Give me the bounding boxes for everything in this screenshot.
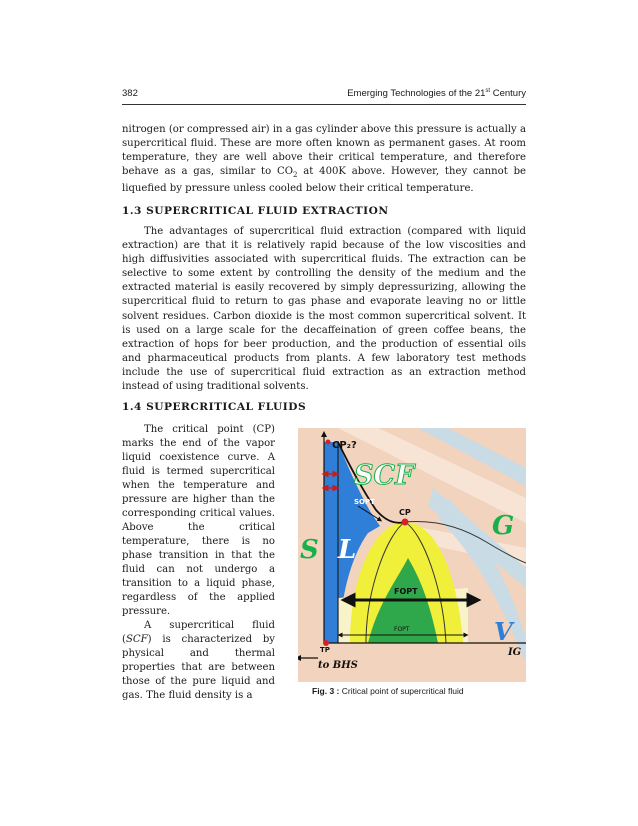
section-heading-1-3: 1.3 SUPERCRITICAL FLUID EXTRACTION [122, 205, 389, 217]
solid-label: S [300, 535, 319, 565]
gas-label: G [492, 511, 515, 541]
running-title: Emerging Technologies of the 21st Century [347, 88, 526, 100]
header-rule [122, 104, 526, 105]
fopt-low-label: FOPT [394, 626, 410, 633]
section-heading-1-4: 1.4 SUPERCRITICAL FLUIDS [122, 401, 307, 413]
fopt-label: FOPT [394, 587, 418, 596]
page-number: 382 [122, 88, 138, 99]
cp-label: CP [399, 508, 411, 517]
cp2-label: CP₂? [332, 440, 357, 451]
figure-caption: Fig. 3 : Critical point of supercritical fluid [312, 686, 464, 696]
scf-label: SCF [354, 460, 415, 491]
section-1-4-para-1: The critical point (CP) marks the end of the vapor liquid coexistence curve. A fluid is termed supercritical when the temperature and pressure are higher than the corresponding critical values. Above the critical temperature, there is no phase transition in that the fluid can not undergo a transition to a liquid phase, regardless of the applied pressure. [122, 424, 275, 617]
running-header [122, 88, 526, 104]
phase-diagram-figure [298, 428, 526, 682]
vapor-label: V [494, 617, 513, 646]
phase-diagram [298, 428, 526, 682]
bhs-label: to BHS [318, 660, 358, 671]
liquid-label: L [338, 535, 357, 565]
ideal-gas-label: IG [508, 647, 522, 658]
section-1-4-column [122, 423, 275, 703]
sopt-label: SOPT [354, 498, 375, 506]
intro-paragraph: nitrogen (or compressed air) in a gas cylinder above this pressure is actually a supercritical fluid. These are more often known as permanent gases. At room temperature, they are well above their critical temperature, and therefore behave as a gas, similar to $CO_2$ at 400K above. However, they cannot be liquefied by pressure unless cooled below their critical temperature. [122, 124, 526, 195]
section-1-3-body: The advantages of supercritical fluid extraction (compared with liquid extraction) are that it is relatively rapid because of the low viscosities and high diffusivities associated with supercritical fluids. The extraction can be selective to some extent by controlling the density of the medium and the extracted material is easily recovered by simply depressurizing, allowing the supercritical fluid to return to gas phase and evaporate leaving no or little solvent residues. Carbon dioxide is the most common supercritical solvent. It is used on a large scale for the decaffeination of green coffee beans, the extraction of hops for beer production, and the production of essential oils and pharmaceutical products from plants. A few laboratory test methods include the use of supercritical fluid extraction as an extraction method instead of using traditional solvents. [122, 226, 526, 393]
tp-label: TP [320, 646, 330, 654]
critical-point-marker [402, 519, 409, 526]
cp2-marker [326, 440, 331, 445]
section-1-4-para-2: A supercritical fluid (SCF) is characterized by physical and thermal properties that are between those of the pure liquid and gas. The fluid density is a [122, 620, 275, 701]
